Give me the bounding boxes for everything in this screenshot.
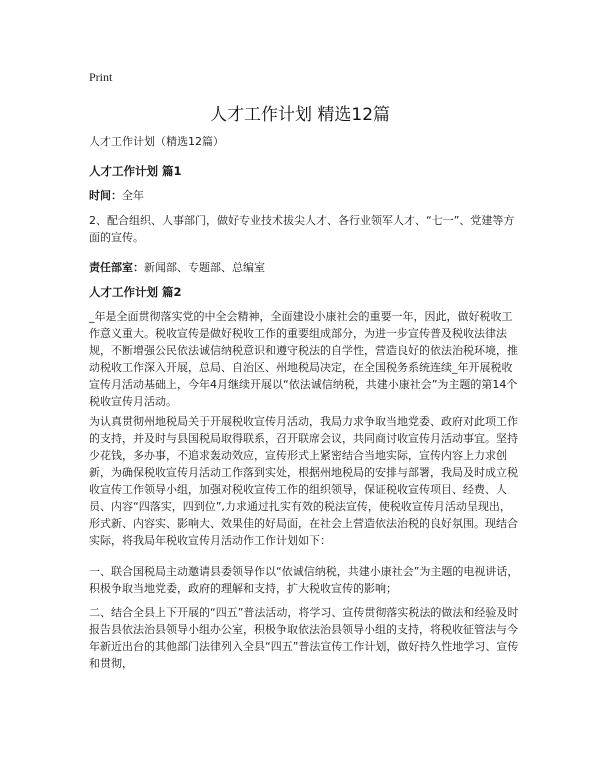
paragraph-4: 二、结合全县上下开展的“四五”普法活动，将学习、宣传贯彻落实税法的做法和经验及时报告县依法治县领导小组办公室，积极争取依法治县领导小组的支持，将税收征管法与今年新近出台的其他部门法律列入全县“四五”普法宣传工作计划，做好持久性地学习、宣传和贯彻， xyxy=(89,606,519,670)
print-label[interactable]: Print xyxy=(89,70,113,84)
section-heading-1: 人才工作计划 篇1 xyxy=(89,164,182,178)
section-heading-2: 人才工作计划 篇2 xyxy=(89,285,182,299)
paragraph-2: 为认真贯彻州地税局关于开展税收宣传月活动，我局力求争取当地党委、政府对此项工作的支持，并及时与县国税局取得联系，召开联席会议，共同商讨收宣传月活动事宜。坚持少花钱，多办事，不追求轰动效应，宣传形式上紧密结合当地实际，宣传内容上力求创新，为确保税收宣传月活动工作落到实处，根据州地税局的安排与部署，我局及时成立税收宣传工作领导小组，加强对税收宣传工作的组织领导，保证税收宣传项目、经费、人员、内容“四落实，四到位”,力求通过扎实有效的税法宣传，使税收宣传月活动呈现出，形式新、内容实、影响大、效果佳的好局面，在社会上营造依法治税的良好氛围。现结合实际，将我局年税收宣传月活动作工作计划如下： xyxy=(89,415,518,547)
time-label: 时间： xyxy=(89,189,122,202)
dept-line xyxy=(89,259,519,276)
paragraph-3: 一、联合国税局主动邀请县委领导作以“依诚信纳税，共建小康社会”为主题的电视讲话，积极争取当地党委，政府的理解和支持，扩大税收宣传的影响； xyxy=(89,565,519,595)
time-line xyxy=(89,187,519,204)
paragraph-item-2: 2、配合组织、人事部门，做好专业技术拔尖人才、各行业领军人才、“七一”、党建等方面的宣传。 xyxy=(89,214,515,244)
dept-value: 新闻部、专题部、总编室 xyxy=(144,261,265,274)
time-value: 全年 xyxy=(122,189,144,202)
document-subtitle: 人才工作计划（精选12篇） xyxy=(89,135,224,148)
page-title: 人才工作计划 精选12篇 xyxy=(209,105,391,125)
paragraph-1: _年是全面贯彻落实党的中全会精神，全面建设小康社会的重要一年，因此，做好税收工作意义重大。税收宣传是做好税收工作的重要组成部分，为进一步宣传普及税收法律法规，不断增强公民依法诚信纳税意识和遵守税法的自学性，营造良好的依法治税环境，推动税收工作深入开展，总局、自治区、州地税局决定，在全国税务系统连续_年开展税收宣传月活动基础上，今年4月继续开展以“依法诚信纳税，共建小康社会”为主题的第14个税收宣传月活动。 xyxy=(89,310,518,408)
dept-label: 责任部室： xyxy=(89,261,144,274)
